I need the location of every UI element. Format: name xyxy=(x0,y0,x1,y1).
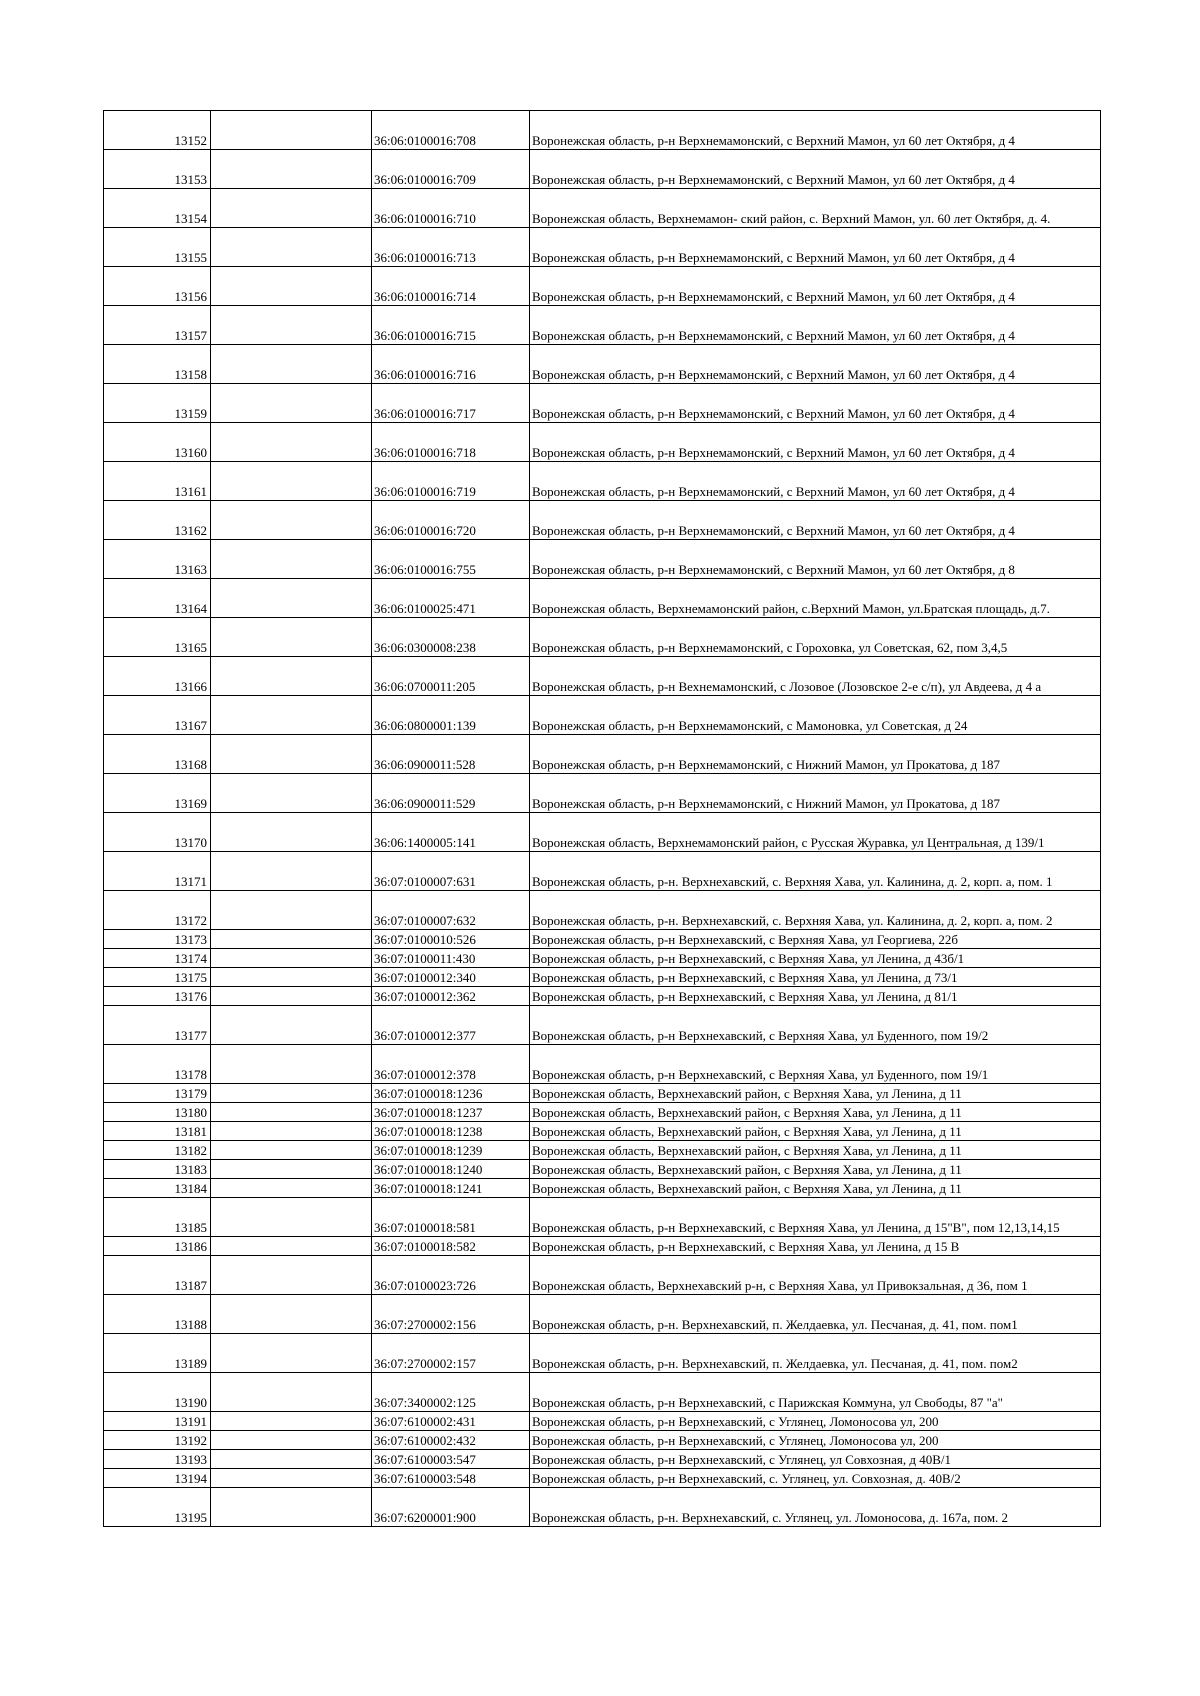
row-number: 13193 xyxy=(104,1450,211,1469)
empty-cell xyxy=(211,540,372,579)
table-row xyxy=(104,1141,1101,1160)
cadastral-number: 36:07:0100018:1236 xyxy=(372,1084,530,1103)
empty-cell xyxy=(211,501,372,540)
empty-cell xyxy=(211,384,372,423)
table-row xyxy=(104,1295,1101,1334)
empty-cell xyxy=(211,1256,372,1295)
table-row xyxy=(104,1256,1101,1295)
cadastral-number: 36:07:0100018:1238 xyxy=(372,1122,530,1141)
table-row xyxy=(104,949,1101,968)
cadastral-number: 36:06:0100016:709 xyxy=(372,150,530,189)
row-number: 13180 xyxy=(104,1103,211,1122)
cadastral-number: 36:07:0100012:378 xyxy=(372,1045,530,1084)
address: Воронежская область, р-н Верхнехавский, с Верхняя Хава, ул Ленина, д 73/1 xyxy=(530,968,1101,987)
cadastral-number: 36:06:0800001:139 xyxy=(372,696,530,735)
cadastral-number: 36:06:0700011:205 xyxy=(372,657,530,696)
empty-cell xyxy=(211,1373,372,1412)
table-row xyxy=(104,696,1101,735)
row-number: 13163 xyxy=(104,540,211,579)
table-row xyxy=(104,1122,1101,1141)
table-row xyxy=(104,228,1101,267)
row-number: 13162 xyxy=(104,501,211,540)
address: Воронежская область, р-н Вехнемамонский, с Лозовое (Лозовское 2-е с/п), ул Авдеева, д 4 а xyxy=(530,657,1101,696)
row-number: 13194 xyxy=(104,1469,211,1488)
table-row xyxy=(104,462,1101,501)
address: Воронежская область, Верхнехавский район, с Верхняя Хава, ул Ленина, д 11 xyxy=(530,1122,1101,1141)
cadastral-number: 36:07:6100002:431 xyxy=(372,1412,530,1431)
table-row xyxy=(104,657,1101,696)
cadastral-number: 36:07:2700002:156 xyxy=(372,1295,530,1334)
table-row xyxy=(104,540,1101,579)
table-row xyxy=(104,1084,1101,1103)
table-row xyxy=(104,891,1101,930)
row-number: 13182 xyxy=(104,1141,211,1160)
table-row xyxy=(104,423,1101,462)
cadastral-number: 36:07:0100018:582 xyxy=(372,1237,530,1256)
cadastral-number: 36:07:6100002:432 xyxy=(372,1431,530,1450)
address: Воронежская область, р-н Верхнемамонский, с Нижний Мамон, ул Прокатова, д 187 xyxy=(530,774,1101,813)
table-row xyxy=(104,150,1101,189)
empty-cell xyxy=(211,1431,372,1450)
row-number: 13157 xyxy=(104,306,211,345)
cadastral-number: 36:06:1400005:141 xyxy=(372,813,530,852)
empty-cell xyxy=(211,1084,372,1103)
empty-cell xyxy=(211,987,372,1006)
address: Воронежская область, р-н Верхнехавский, с Углянец, Ломоносова ул, 200 xyxy=(530,1412,1101,1431)
address: Воронежская область, р-н Верхнехавский, с Верхняя Хава, ул Ленина, д 81/1 xyxy=(530,987,1101,1006)
address: Воронежская область, Верхнехавский район, с Верхняя Хава, ул Ленина, д 11 xyxy=(530,1179,1101,1198)
cadastral-number: 36:07:0100012:377 xyxy=(372,1006,530,1045)
cadastral-number: 36:06:0100016:718 xyxy=(372,423,530,462)
row-number: 13175 xyxy=(104,968,211,987)
empty-cell xyxy=(211,1412,372,1431)
table-row xyxy=(104,345,1101,384)
address: Воронежская область, р-н. Верхнехавский, с. Верхняя Хава, ул. Калинина, д. 2, корп. а, пом. 1 xyxy=(530,852,1101,891)
empty-cell xyxy=(211,930,372,949)
address: Воронежская область, р-н Верхнемамонский, с Верхний Мамон, ул 60 лет Октября, д 4 xyxy=(530,111,1101,150)
address: Воронежская область, р-н Верхнемамонский, с Верхний Мамон, ул 60 лет Октября, д 4 xyxy=(530,267,1101,306)
row-number: 13172 xyxy=(104,891,211,930)
empty-cell xyxy=(211,462,372,501)
cadastral-number: 36:07:0100018:581 xyxy=(372,1198,530,1237)
cadastral-number: 36:07:0100011:430 xyxy=(372,949,530,968)
row-number: 13166 xyxy=(104,657,211,696)
empty-cell xyxy=(211,774,372,813)
row-number: 13155 xyxy=(104,228,211,267)
table-row xyxy=(104,111,1101,150)
table-row xyxy=(104,306,1101,345)
table-row xyxy=(104,1431,1101,1450)
address: Воронежская область, р-н Верхнемамонский, с Верхний Мамон, ул 60 лет Октября, д 4 xyxy=(530,501,1101,540)
empty-cell xyxy=(211,1469,372,1488)
address: Воронежская область, р-н Верхнемамонский, с Мамоновка, ул Советская, д 24 xyxy=(530,696,1101,735)
address: Воронежская область, р-н Верхнехавский, с Верхняя Хава, ул Буденного, пом 19/2 xyxy=(530,1006,1101,1045)
table-row xyxy=(104,1179,1101,1198)
table-row xyxy=(104,774,1101,813)
table-row xyxy=(104,579,1101,618)
address: Воронежская область, Верхнехавский район, с Верхняя Хава, ул Ленина, д 11 xyxy=(530,1141,1101,1160)
empty-cell xyxy=(211,813,372,852)
row-number: 13167 xyxy=(104,696,211,735)
table-row xyxy=(104,1334,1101,1373)
address: Воронежская область, р-н Верхнемамонский, с Верхний Мамон, ул 60 лет Октября, д 4 xyxy=(530,384,1101,423)
row-number: 13153 xyxy=(104,150,211,189)
cadastral-number: 36:06:0100016:713 xyxy=(372,228,530,267)
cadastral-number: 36:06:0100016:755 xyxy=(372,540,530,579)
row-number: 13183 xyxy=(104,1160,211,1179)
table-row xyxy=(104,987,1101,1006)
empty-cell xyxy=(211,1198,372,1237)
address: Воронежская область, р-н. Верхнехавский, с. Углянец, ул. Ломоносова, д. 167а, пом. 2 xyxy=(530,1488,1101,1527)
cadastral-number: 36:06:0100025:471 xyxy=(372,579,530,618)
row-number: 13185 xyxy=(104,1198,211,1237)
cadastral-number: 36:06:0100016:716 xyxy=(372,345,530,384)
row-number: 13188 xyxy=(104,1295,211,1334)
address: Воронежская область, Верхнехавский район, с Верхняя Хава, ул Ленина, д 11 xyxy=(530,1103,1101,1122)
table-row xyxy=(104,189,1101,228)
empty-cell xyxy=(211,657,372,696)
cadastral-number: 36:07:0100018:1240 xyxy=(372,1160,530,1179)
row-number: 13192 xyxy=(104,1431,211,1450)
address: Воронежская область, р-н Верхнемамонский, с Верхний Мамон, ул 60 лет Октября, д 4 xyxy=(530,345,1101,384)
table-row xyxy=(104,968,1101,987)
empty-cell xyxy=(211,267,372,306)
address: Воронежская область, Верхнехавский р-н, с Верхняя Хава, ул Привокзальная, д 36, пом 1 xyxy=(530,1256,1101,1295)
cadastral-number: 36:06:0900011:529 xyxy=(372,774,530,813)
table-row xyxy=(104,384,1101,423)
cadastral-number: 36:07:6200001:900 xyxy=(372,1488,530,1527)
cadastral-number: 36:06:0100016:708 xyxy=(372,111,530,150)
row-number: 13160 xyxy=(104,423,211,462)
empty-cell xyxy=(211,111,372,150)
table-row xyxy=(104,1373,1101,1412)
empty-cell xyxy=(211,852,372,891)
row-number: 13184 xyxy=(104,1179,211,1198)
row-number: 13159 xyxy=(104,384,211,423)
empty-cell xyxy=(211,1045,372,1084)
table-row xyxy=(104,1469,1101,1488)
cadastral-number: 36:07:6100003:548 xyxy=(372,1469,530,1488)
address: Воронежская область, р-н Верхнемамонский, с Верхний Мамон, ул 60 лет Октября, д 8 xyxy=(530,540,1101,579)
row-number: 13152 xyxy=(104,111,211,150)
address: Воронежская область, р-н Верхнемамонский, с Верхний Мамон, ул 60 лет Октября, д 4 xyxy=(530,228,1101,267)
cadastral-number: 36:07:0100018:1241 xyxy=(372,1179,530,1198)
row-number: 13195 xyxy=(104,1488,211,1527)
table-row xyxy=(104,1198,1101,1237)
address: Воронежская область, р-н Верхнемамонский, с Гороховка, ул Советская, 62, пом 3,4,5 xyxy=(530,618,1101,657)
table-row xyxy=(104,1412,1101,1431)
row-number: 13189 xyxy=(104,1334,211,1373)
address: Воронежская область, Верхнемамонский район, с Русская Журавка, ул Центральная, д 139/1 xyxy=(530,813,1101,852)
empty-cell xyxy=(211,968,372,987)
table-row xyxy=(104,930,1101,949)
row-number: 13190 xyxy=(104,1373,211,1412)
empty-cell xyxy=(211,1122,372,1141)
address: Воронежская область, Верхнехавский район, с Верхняя Хава, ул Ленина, д 11 xyxy=(530,1084,1101,1103)
row-number: 13171 xyxy=(104,852,211,891)
registry-table-body xyxy=(104,111,1101,1527)
empty-cell xyxy=(211,1103,372,1122)
table-row xyxy=(104,1160,1101,1179)
empty-cell xyxy=(211,579,372,618)
row-number: 13174 xyxy=(104,949,211,968)
row-number: 13161 xyxy=(104,462,211,501)
address: Воронежская область, р-н Верхнемамонский, с Верхний Мамон, ул 60 лет Октября, д 4 xyxy=(530,462,1101,501)
row-number: 13158 xyxy=(104,345,211,384)
empty-cell xyxy=(211,949,372,968)
address: Воронежская область, Верхнемамонский район, с.Верхний Мамон, ул.Братская площадь, д.7. xyxy=(530,579,1101,618)
row-number: 13176 xyxy=(104,987,211,1006)
empty-cell xyxy=(211,228,372,267)
row-number: 13165 xyxy=(104,618,211,657)
cadastral-number: 36:07:0100012:340 xyxy=(372,968,530,987)
table-row xyxy=(104,1103,1101,1122)
address: Воронежская область, р-н Верхнехавский, с Верхняя Хава, ул Ленина, д 43б/1 xyxy=(530,949,1101,968)
cadastral-number: 36:07:6100003:547 xyxy=(372,1450,530,1469)
empty-cell xyxy=(211,618,372,657)
cadastral-number: 36:06:0100016:717 xyxy=(372,384,530,423)
address: Воронежская область, р-н Верхнехавский, с Парижская Коммуна, ул Свободы, 87 "а" xyxy=(530,1373,1101,1412)
table-row xyxy=(104,852,1101,891)
empty-cell xyxy=(211,891,372,930)
empty-cell xyxy=(211,1295,372,1334)
registry-table xyxy=(103,110,1101,1527)
cadastral-number: 36:07:3400002:125 xyxy=(372,1373,530,1412)
address: Воронежская область, Верхнемамон- ский район, с. Верхний Мамон, ул. 60 лет Октября, д. 4. xyxy=(530,189,1101,228)
address: Воронежская область, р-н. Верхнехавский, п. Желдаевка, ул. Песчаная, д. 41, пом. пом2 xyxy=(530,1334,1101,1373)
row-number: 13179 xyxy=(104,1084,211,1103)
empty-cell xyxy=(211,1488,372,1527)
empty-cell xyxy=(211,696,372,735)
cadastral-number: 36:07:0100010:526 xyxy=(372,930,530,949)
empty-cell xyxy=(211,345,372,384)
cadastral-number: 36:06:0100016:710 xyxy=(372,189,530,228)
table-row xyxy=(104,1045,1101,1084)
empty-cell xyxy=(211,150,372,189)
cadastral-number: 36:06:0900011:528 xyxy=(372,735,530,774)
address: Воронежская область, р-н Верхнемамонский, с Верхний Мамон, ул 60 лет Октября, д 4 xyxy=(530,150,1101,189)
address: Воронежская область, р-н Верхнехавский, с Верхняя Хава, ул Георгиева, 22б xyxy=(530,930,1101,949)
cadastral-number: 36:06:0100016:714 xyxy=(372,267,530,306)
row-number: 13170 xyxy=(104,813,211,852)
cadastral-number: 36:07:2700002:157 xyxy=(372,1334,530,1373)
row-number: 13168 xyxy=(104,735,211,774)
table-row xyxy=(104,501,1101,540)
empty-cell xyxy=(211,1450,372,1469)
empty-cell xyxy=(211,1141,372,1160)
table-row xyxy=(104,1450,1101,1469)
empty-cell xyxy=(211,1237,372,1256)
empty-cell xyxy=(211,1160,372,1179)
table-row xyxy=(104,813,1101,852)
row-number: 13191 xyxy=(104,1412,211,1431)
cadastral-number: 36:06:0100016:719 xyxy=(372,462,530,501)
address: Воронежская область, р-н Верхнехавский, с Верхняя Хава, ул Ленина, д 15"В", пом 12,13,14,15 xyxy=(530,1198,1101,1237)
row-number: 13187 xyxy=(104,1256,211,1295)
cadastral-number: 36:07:0100018:1237 xyxy=(372,1103,530,1122)
address: Воронежская область, р-н Верхнехавский, с Верхняя Хава, ул Ленина, д 15 В xyxy=(530,1237,1101,1256)
table-row xyxy=(104,1237,1101,1256)
row-number: 13181 xyxy=(104,1122,211,1141)
address: Воронежская область, р-н Верхнемамонский, с Нижний Мамон, ул Прокатова, д 187 xyxy=(530,735,1101,774)
row-number: 13178 xyxy=(104,1045,211,1084)
table-row xyxy=(104,618,1101,657)
cadastral-number: 36:07:0100012:362 xyxy=(372,987,530,1006)
empty-cell xyxy=(211,1334,372,1373)
empty-cell xyxy=(211,1179,372,1198)
cadastral-number: 36:06:0100016:715 xyxy=(372,306,530,345)
row-number: 13173 xyxy=(104,930,211,949)
empty-cell xyxy=(211,735,372,774)
address: Воронежская область, р-н Верхнемамонский, с Верхний Мамон, ул 60 лет Октября, д 4 xyxy=(530,306,1101,345)
cadastral-number: 36:07:0100023:726 xyxy=(372,1256,530,1295)
address: Воронежская область, р-н Верхнемамонский, с Верхний Мамон, ул 60 лет Октября, д 4 xyxy=(530,423,1101,462)
table-row xyxy=(104,735,1101,774)
empty-cell xyxy=(211,1006,372,1045)
cadastral-number: 36:06:0300008:238 xyxy=(372,618,530,657)
address: Воронежская область, Верхнехавский район, с Верхняя Хава, ул Ленина, д 11 xyxy=(530,1160,1101,1179)
cadastral-number: 36:07:0100018:1239 xyxy=(372,1141,530,1160)
table-row xyxy=(104,267,1101,306)
empty-cell xyxy=(211,423,372,462)
address: Воронежская область, р-н Верхнехавский, с Углянец, Ломоносова ул, 200 xyxy=(530,1431,1101,1450)
empty-cell xyxy=(211,306,372,345)
row-number: 13164 xyxy=(104,579,211,618)
row-number: 13177 xyxy=(104,1006,211,1045)
cadastral-number: 36:07:0100007:632 xyxy=(372,891,530,930)
row-number: 13156 xyxy=(104,267,211,306)
cadastral-number: 36:07:0100007:631 xyxy=(372,852,530,891)
address: Воронежская область, р-н. Верхнехавский, с. Верхняя Хава, ул. Калинина, д. 2, корп. а, пом. 2 xyxy=(530,891,1101,930)
row-number: 13169 xyxy=(104,774,211,813)
address: Воронежская область, р-н. Верхнехавский, п. Желдаевка, ул. Песчаная, д. 41, пом. пом1 xyxy=(530,1295,1101,1334)
row-number: 13154 xyxy=(104,189,211,228)
empty-cell xyxy=(211,189,372,228)
cadastral-number: 36:06:0100016:720 xyxy=(372,501,530,540)
table-row xyxy=(104,1488,1101,1527)
table-row xyxy=(104,1006,1101,1045)
address: Воронежская область, р-н Верхнехавский, с Верхняя Хава, ул Буденного, пом 19/1 xyxy=(530,1045,1101,1084)
address: Воронежская область, р-н Верхнехавский, с. Углянец, ул. Совхозная, д. 40В/2 xyxy=(530,1469,1101,1488)
row-number: 13186 xyxy=(104,1237,211,1256)
address: Воронежская область, р-н Верхнехавский, с Углянец, ул Совхозная, д 40В/1 xyxy=(530,1450,1101,1469)
